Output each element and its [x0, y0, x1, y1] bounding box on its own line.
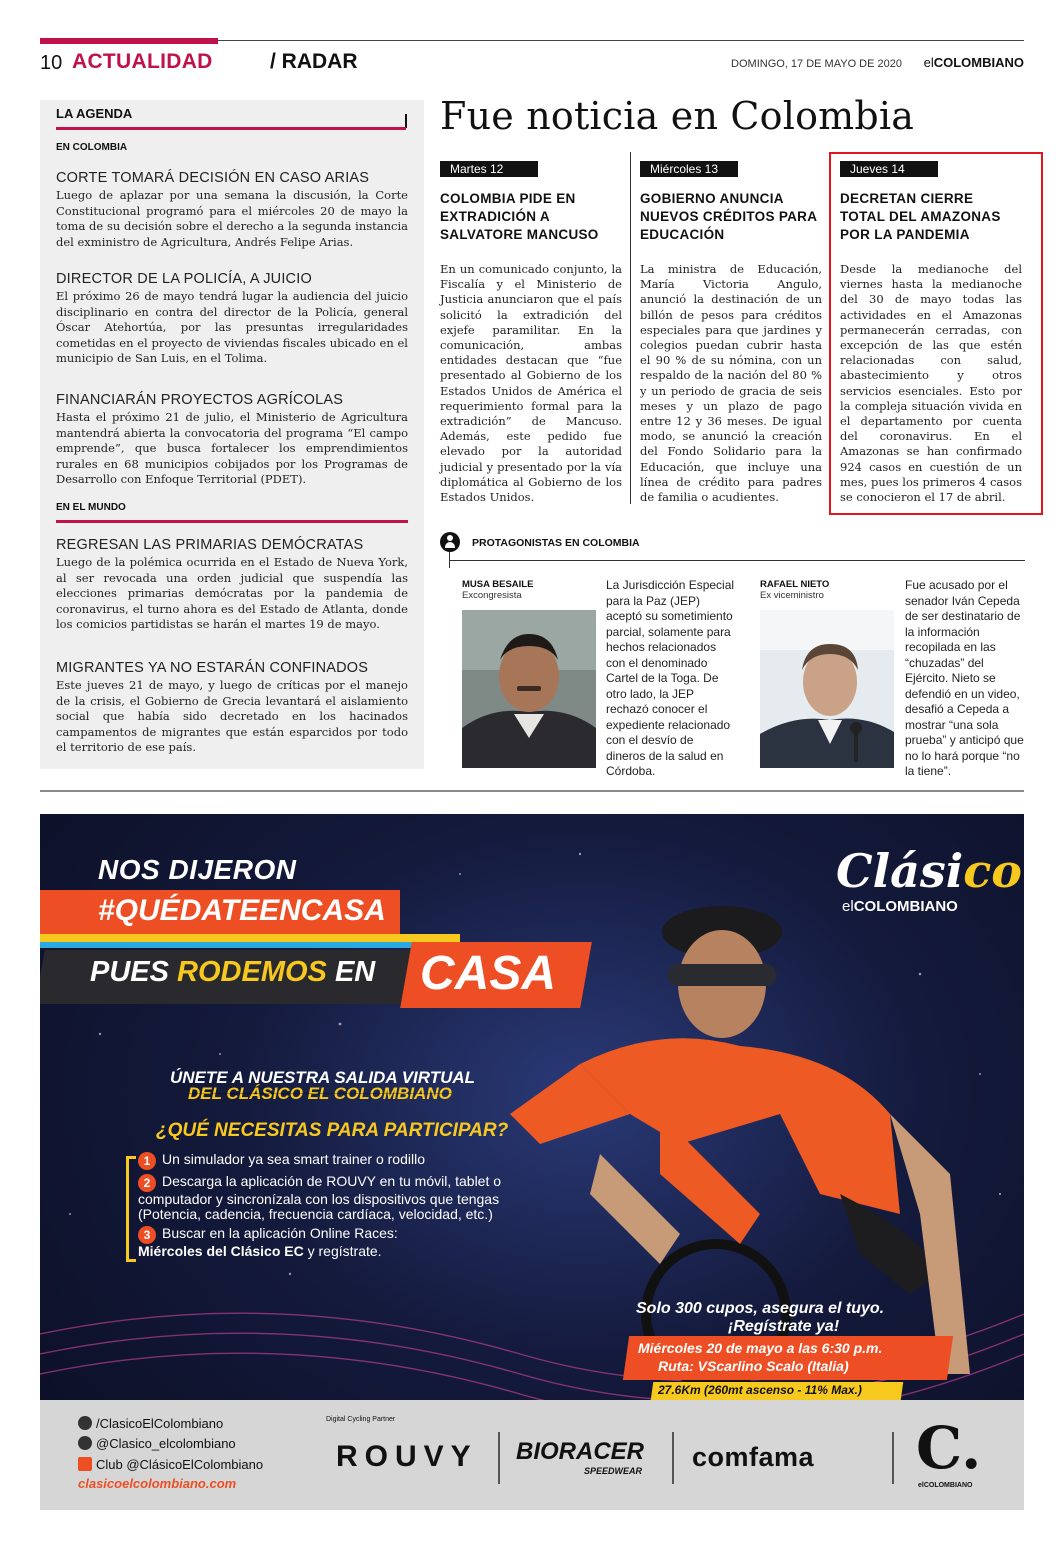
ad-question: ¿QUÉ NECESITAS PARA PARTICIPAR? — [156, 1120, 509, 1141]
ad-step-text: Descarga la aplicación de ROUVY en tu móvil, tablet o computador y sincronízala con los dispositivos que tengas (Potencia, cadencia, frecuencia cardíaca, velocidad, etc.) — [138, 1173, 502, 1222]
ad-step — [138, 1152, 558, 1170]
newspaper-logo — [924, 55, 1024, 70]
elcolombiano-c-logo: C. — [916, 1414, 982, 1482]
ad-separator — [40, 790, 1024, 792]
elcolombiano-c-logo-text: elCOLOMBIANO — [918, 1482, 973, 1489]
agenda-item-title: DIRECTOR DE LA POLICÍA, A JUICIO — [56, 271, 312, 287]
section-accent-bar — [40, 38, 218, 44]
ad-step — [138, 1226, 558, 1259]
day-tag: Miércoles 13 — [640, 161, 738, 177]
ad-step — [138, 1174, 558, 1222]
sponsor-divider — [892, 1432, 894, 1484]
ad-social-facebook-text: /ClasicoElColombiano — [96, 1416, 224, 1431]
agenda-title-rule — [56, 127, 406, 130]
ad-casa: CASA — [420, 947, 557, 1000]
ad-social-twitter[interactable] — [78, 1436, 236, 1451]
protagonist-role: Ex viceministro — [760, 590, 824, 601]
agenda-item-title: FINANCIARÁN PROYECTOS AGRÍCOLAS — [56, 392, 344, 408]
ad-line-nos-dijeron — [98, 854, 296, 886]
ad-social-club[interactable] — [78, 1457, 263, 1472]
highlight-box — [829, 152, 1043, 515]
ad-step-text: Buscar en la aplicación Online Races: — [162, 1225, 398, 1241]
protagonists-title: PROTAGONISTAS EN COLOMBIA — [472, 537, 640, 549]
ad-dijeron: DIJERON — [168, 854, 297, 885]
agenda-item — [56, 537, 408, 633]
news-headline: GOBIERNO ANUNCIA NUEVOS CRÉDITOS PARA EDUCACIÓN — [640, 191, 817, 242]
agenda-item — [56, 170, 408, 250]
twitter-icon — [78, 1436, 92, 1450]
clasico-logo-bike: co — [963, 844, 1022, 898]
sponsor-divider — [498, 1432, 500, 1484]
ad-step-number: 1 — [138, 1152, 156, 1170]
news-body: En un comunicado conjunto, la Fiscalía y el Ministerio de Justicia anunciaron que el país solicitó la extradición del exjefe paramilitar. En la comunicación, ambas entidades destacan que “fue presentado al Gobierno de los Estados Unidos de América el requerimiento formal para la extradición” de Mancuso. Además, este pedido fue elevado por la autoridad judicial y presentado por la vía diplomática al Gobierno de los Estados Unidos. — [440, 262, 622, 505]
agenda-title: LA AGENDA — [56, 106, 133, 121]
news-body: Desde la medianoche del viernes hasta la medianoche del 30 de mayo todas las actividades en el Amazonas permanecerán cerradas, con excepción de las que estén relacionadas con salud, abastecimiento y otros servicios esenciales. Esto por la compleja situación vivida en el departamento por cuenta del coronavirus. En el Amazonas se han confirmado 924 casos en cuestión de un mes, pues los primeros 4 casos se conocieron el 17 de abril. — [840, 262, 1022, 505]
ad-event-distance: 27.6Km (260mt ascenso - 11% Max.) — [658, 1383, 862, 1397]
comfama-logo: comfama — [692, 1442, 815, 1472]
bioracer-speedwear: SPEEDWEAR — [584, 1466, 643, 1476]
agenda-item-body: Luego de la polémica ocurrida en el Estado de Nueva York, al ser revocada una orden judicial que suspendía las elecciones primarias demócratas por la pandemia de coronavirus, el turno ahora es del Estado de Atlanta, donde los comicios partidistas se harán el martes 19 de mayo. — [56, 555, 408, 631]
page-header — [40, 50, 1024, 78]
agenda-item-title: MIGRANTES YA NO ESTARÁN CONFINADOS — [56, 660, 369, 676]
ad-step-number: 3 — [138, 1226, 156, 1244]
ad-social-club-text: Club @ClásicoElColombiano — [96, 1457, 264, 1472]
ad-rodemos: RODEMOS — [177, 956, 327, 988]
clasico-logo-colombiano: COLOMBIANO — [853, 898, 958, 915]
clasico-logo-el: el — [842, 898, 854, 915]
agenda-item-body: Luego de aplazar por una semana la discusión, la Corte Constitucional programó para el miércoles 20 de mayo la toma de su decisión sobre el derecho a la segunda instancia del exministro de Agricultura, Andrés Felipe Arias. — [56, 188, 408, 249]
news-headline: DECRETAN CIERRE TOTAL DEL AMAZONAS POR LA PANDEMIA — [840, 191, 1001, 242]
ad-cupos: Solo 300 cupos, asegura el tuyo. — [636, 1300, 885, 1317]
page-number: 10 — [40, 52, 63, 74]
clasico-logo — [836, 844, 1022, 898]
ad-step-text-end: y regístrate. — [303, 1243, 382, 1259]
news-column — [640, 158, 822, 505]
ad-rodemos-line — [90, 956, 375, 989]
ad-social-facebook[interactable] — [78, 1416, 223, 1431]
bioracer-logo: BIORACER — [516, 1438, 645, 1465]
agenda-item-body: El próximo 26 de mayo tendrá lugar la audiencia del juicio disciplinario en contra del director de la Policía, general Óscar Atehortúa, por las presuntas irregularidades cometidas en el proyecto de viviendas fiscales ubicado en el municipio de San Luis, en el Tolima. — [56, 289, 408, 365]
protagonist-name: MUSA BESAILE — [462, 579, 534, 590]
agenda-item — [56, 660, 408, 756]
subsection-title: / RADAR — [270, 50, 358, 73]
ad-step-number: 2 — [138, 1174, 156, 1192]
ad-register-cta: ¡Regístrate ya! — [728, 1318, 840, 1335]
protagonist-name: RAFAEL NIETO — [760, 579, 830, 590]
news-headline: COLOMBIA PIDE EN EXTRADICIÓN A SALVATORE MANCUSO — [440, 191, 599, 242]
protagonist-caption — [760, 579, 829, 601]
clasico-logo-word: Clási — [836, 844, 964, 898]
agenda-mundo-rule — [56, 520, 408, 523]
ad-yellow-stripe — [40, 934, 460, 942]
sponsor-divider — [672, 1432, 674, 1484]
ad-event-route: Ruta: VScarlino Scalo (Italia) — [658, 1358, 849, 1374]
ad-en: EN — [334, 956, 376, 988]
agenda-item-body: Este jueves 21 de mayo, y luego de críticas por el manejo de la crisis, el Gobierno de Grecia levantará el aislamiento social que había sido decretado en los hacinados campamentos de migrantes que están esparcidos por todo el territorio de ese país. — [56, 678, 408, 754]
issue-date: DOMINGO, 17 DE MAYO DE 2020 — [731, 58, 902, 70]
ad-unete-line2: DEL CLÁSICO EL COLOMBIANO — [188, 1084, 452, 1103]
strava-icon — [78, 1457, 92, 1471]
ad-step-text: Un simulador ya sea smart trainer o rodillo — [162, 1151, 425, 1167]
protagonist-photo — [760, 610, 894, 768]
protagonist-text: Fue acusado por el senador Iván Cepeda de ser destinatario de la información recopilada en las “chuzadas” del Ejército. Nieto se defendió en un video, desafió a Cepeda a mostrar “una sola prueba” y anticipó que no lo hará porque “no la tiene”. — [905, 578, 1024, 778]
agenda-item — [56, 271, 408, 367]
protagonist-photo — [462, 610, 596, 768]
ad-step-race: Miércoles del Clásico EC — [138, 1243, 304, 1259]
day-tag: Martes 12 — [440, 161, 538, 177]
agenda-item — [56, 392, 408, 488]
protagonist-text: La Jurisdicción Especial para la Paz (JEP) aceptó su sometimiento parcial, solamente para hechos relacionados con el denominado Cartel de la Toga. De otro lado, la JEP rechazó conocer el expediente relacionado con el desvío de dineros de la salud en Córdoba. — [606, 578, 735, 778]
ad-unete-line1: ÚNETE A NUESTRA SALIDA VIRTUAL — [170, 1068, 476, 1087]
ad-social-twitter-text: @Clasico_elcolombiano — [96, 1436, 236, 1451]
news-column — [440, 158, 622, 505]
day-tag: Jueves 14 — [840, 161, 938, 177]
column-divider — [630, 152, 631, 504]
ad-website-link[interactable]: clasicoelcolombiano.com — [78, 1476, 237, 1491]
clasico-logo-brand — [842, 898, 958, 915]
agenda-item-body: Hasta el próximo 21 de julio, el Ministerio de Agricultura mantendrá abierta la convocatoria del programa “El campo emprende”, que busca fortalecer los emprendimientos rurales en 68 municipios cobijados por los Programas de Desarrollo con Enfoque Territorial (PDET). — [56, 410, 408, 486]
ad-steps-bracket — [126, 1156, 136, 1262]
ad-nos: NOS — [98, 854, 161, 885]
rouvy-logo: ROUVY — [336, 1440, 478, 1473]
section-title: ACTUALIDAD — [72, 50, 213, 73]
ad-event-date: Miércoles 20 de mayo a las 6:30 p.m. — [638, 1340, 883, 1356]
agenda-colombia-label: EN COLOMBIA — [56, 142, 128, 153]
agenda-item-title: CORTE TOMARÁ DECISIÓN EN CASO ARIAS — [56, 170, 370, 186]
protagonist-caption — [462, 579, 533, 601]
brand-name: COLOMBIANO — [933, 55, 1024, 70]
protagonists-rule — [450, 560, 1025, 561]
protagonist-role: Excongresista — [462, 590, 522, 601]
advertisement — [40, 814, 1024, 1510]
brand-prefix: el — [923, 55, 934, 70]
ad-hashtag: #QUÉDATEENCASA — [98, 894, 386, 927]
agenda-item-title: REGRESAN LAS PRIMARIAS DEMÓCRATAS — [56, 537, 364, 553]
news-body: La ministra de Educación, María Victoria Angulo, anunció la destinación de un billón de pesos para créditos especiales para que jardines y colegios puedan cubrir hasta el 90 % de su nómina, con un respaldo de la nación del 80 % y un periodo de gracia de seis meses y un plazo de pago entre 12 y 36 meses. De igual modo, se anunció la creación del Fondo Solidario para la Educación, que incluye una línea de crédito para padres de familia o acudientes. — [640, 262, 822, 505]
news-section-title: Fue noticia en Colombia — [440, 94, 915, 138]
agenda-title-marker — [405, 114, 407, 128]
facebook-icon — [78, 1416, 92, 1430]
ad-pues: PUES — [90, 956, 169, 988]
agenda-mundo-label: EN EL MUNDO — [56, 502, 126, 513]
ad-digital-partner-label: Digital Cycling Partner — [326, 1416, 396, 1423]
person-icon — [440, 532, 460, 552]
agenda-sidebar — [40, 100, 424, 769]
ad-blue-stripe — [40, 942, 460, 948]
